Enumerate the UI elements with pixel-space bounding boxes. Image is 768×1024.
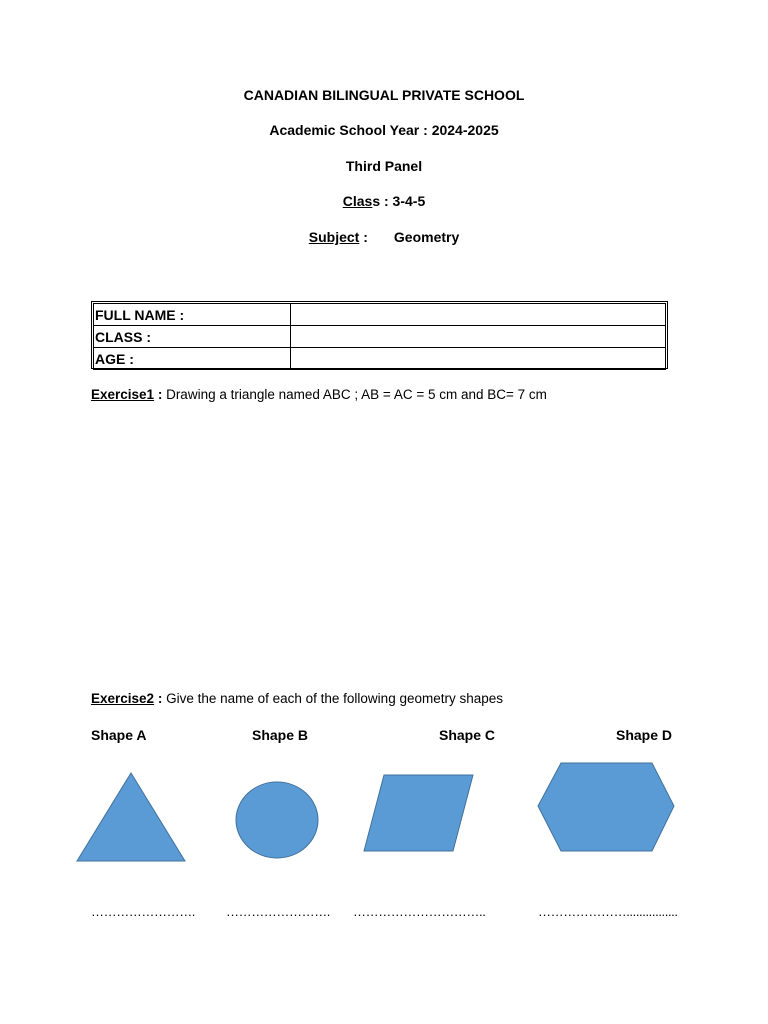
age-label: AGE : <box>94 348 291 370</box>
parallelogram-shape-icon <box>364 775 473 851</box>
class-field[interactable] <box>291 326 666 348</box>
age-field[interactable] <box>291 348 666 370</box>
class-label: Clas <box>342 193 373 209</box>
triangle-shape-icon <box>77 773 185 861</box>
shape-d-answer-line[interactable]: …………………................ <box>538 904 678 919</box>
full-name-label: FULL NAME : <box>94 304 291 326</box>
subject-line <box>0 228 768 246</box>
subject-label: Subject <box>308 229 360 245</box>
shape-d-label: Shape D <box>616 727 673 743</box>
circle-shape-icon <box>236 782 318 858</box>
shape-b-label: Shape B <box>252 727 309 743</box>
shapes-figure <box>0 750 768 870</box>
subject-value: Geometry <box>393 229 460 245</box>
school-name: CANADIAN BILINGUAL PRIVATE SCHOOL <box>243 87 525 103</box>
shape-c-answer-line[interactable]: ………………………….. <box>353 904 486 919</box>
academic-year: Academic School Year : 2024-2025 <box>269 122 499 138</box>
exercise2-instructions: Give the name of each of the following geometry shapes <box>162 691 504 706</box>
hexagon-shape-icon <box>538 763 674 851</box>
exercise1-colon: : <box>154 387 163 402</box>
exercise2-title: Exercise2 <box>91 691 155 706</box>
class-field-label: CLASS : <box>94 326 291 348</box>
shape-c-label: Shape C <box>439 727 496 743</box>
table-row <box>94 326 666 348</box>
subject-colon: : <box>359 229 368 245</box>
class-line <box>0 192 768 210</box>
table-row <box>94 304 666 326</box>
exercise1 <box>91 386 547 404</box>
shape-a-label: Shape A <box>91 727 147 743</box>
full-name-field[interactable] <box>291 304 666 326</box>
panel-title: Third Panel <box>345 158 423 174</box>
student-info-table <box>91 301 668 369</box>
exercise2 <box>91 690 503 708</box>
shape-b-answer-line[interactable]: ……………………. <box>226 904 331 919</box>
table-row <box>94 348 666 370</box>
class-value: s : 3-4-5 <box>372 193 426 209</box>
exercise2-colon: : <box>154 691 163 706</box>
exercise1-instructions: Drawing a triangle named ABC ; AB = AC = 5 cm and BC= 7 cm <box>162 387 547 402</box>
exercise1-title: Exercise1 <box>91 387 155 402</box>
shape-a-answer-line[interactable]: ……………………. <box>91 904 196 919</box>
